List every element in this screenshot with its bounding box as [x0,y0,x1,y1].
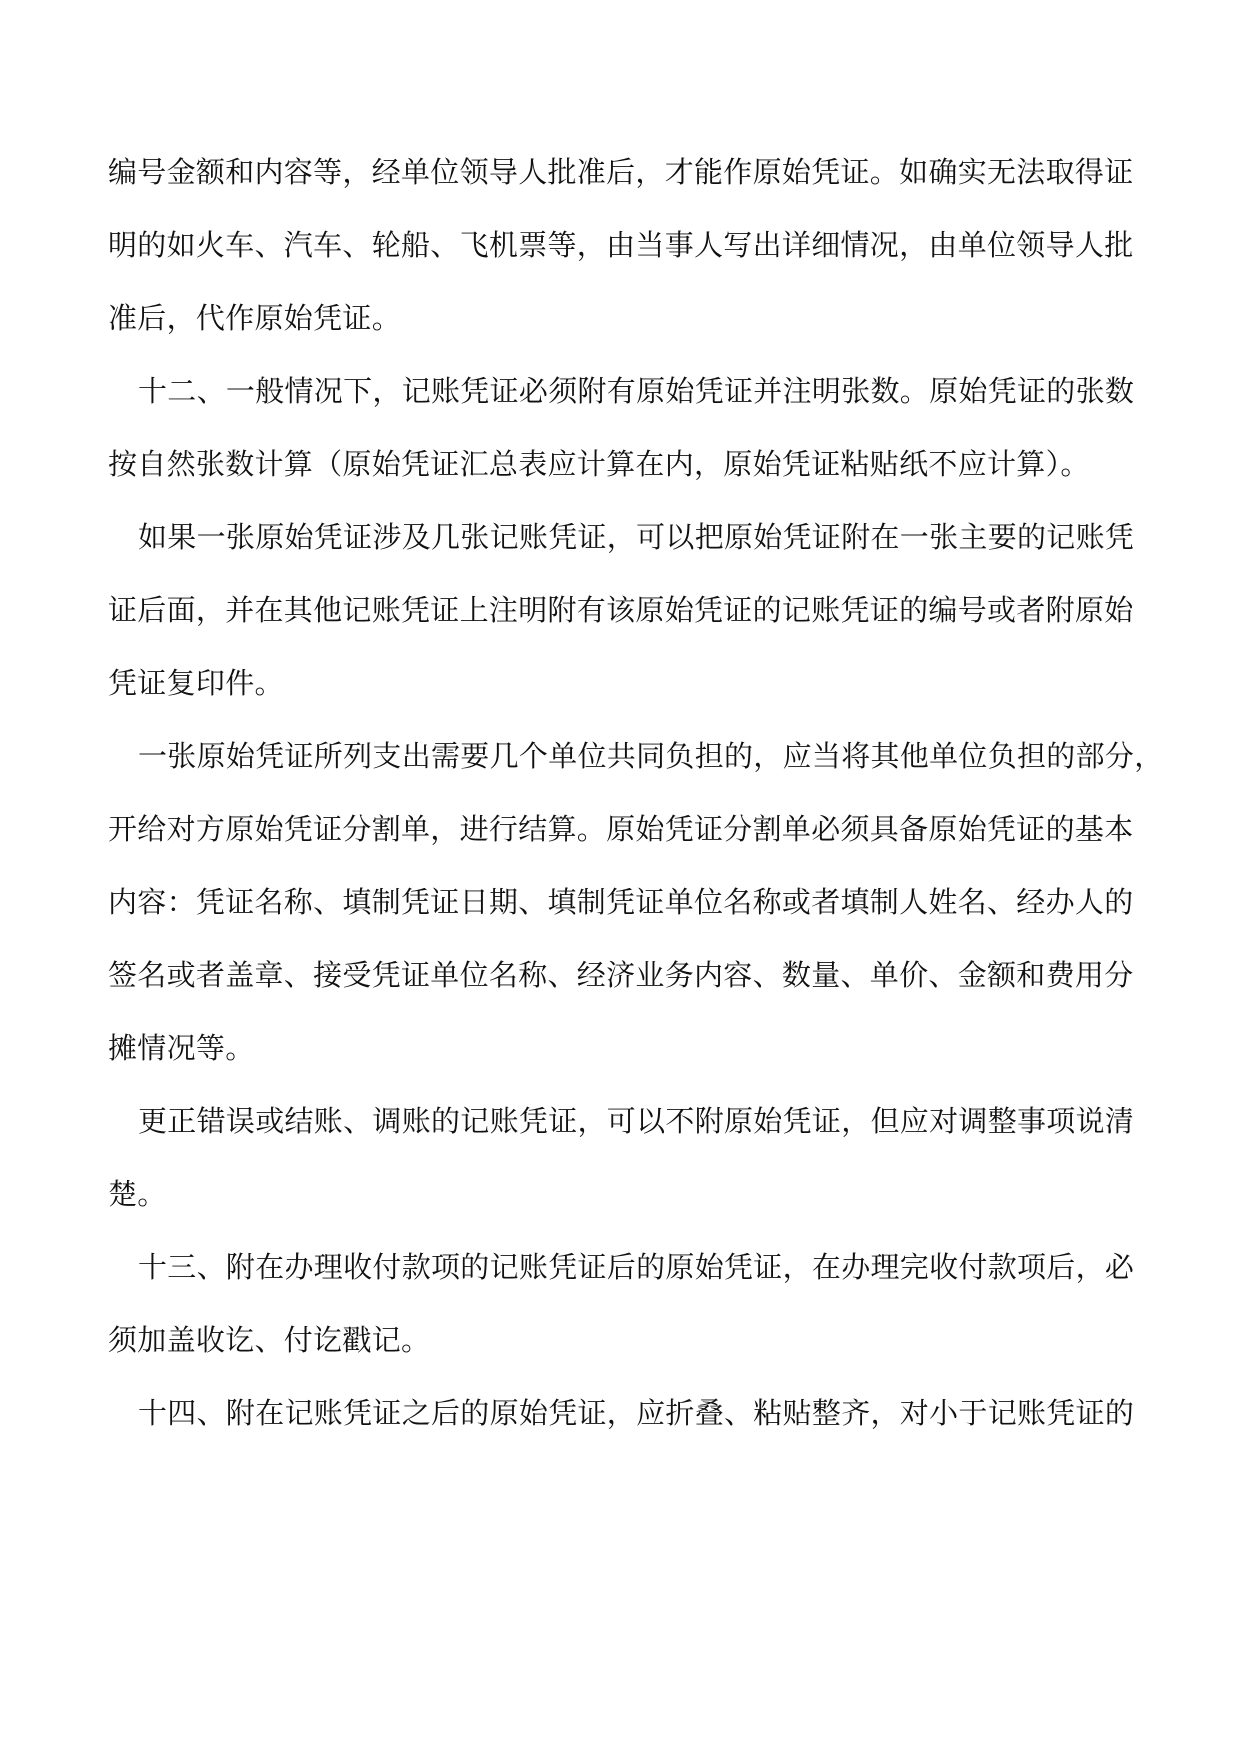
text-line: 按自然张数计算（原始凭证汇总表应计算在内，原始凭证粘贴纸不应计算）。 [108,447,1090,481]
text-line: 证后面，并在其他记账凭证上注明附有该原始凭证的记账凭证的编号或者附原始 [108,593,1134,627]
text-line: 签名或者盖章、接受凭证单位名称、经济业务内容、数量、单价、金额和费用分 [108,958,1134,992]
text-line: 开给对方原始凭证分割单，进行结算。原始凭证分割单必须具备原始凭证的基本 [108,812,1134,846]
text-line: 摊情况等。 [108,1031,255,1065]
paragraph-12-heading-line: 十二、一般情况下，记账凭证必须附有原始凭证并注明张数。原始凭证的张数 [138,374,1135,408]
text-line: 凭证复印件。 [108,666,284,700]
text-line: 编号金额和内容等，经单位领导人批准后，才能作原始凭证。如确实无法取得证 [108,155,1134,189]
paragraph-start-line: 如果一张原始凭证涉及几张记账凭证，可以把原始凭证附在一张主要的记账凭 [138,520,1135,554]
text-line: 准后，代作原始凭证。 [108,301,402,335]
text-line: 明的如火车、汽车、轮船、飞机票等，由当事人写出详细情况，由单位领导人批 [108,228,1134,262]
text-line: 须加盖收讫、付讫戳记。 [108,1323,431,1357]
text-line: 内容：凭证名称、填制凭证日期、填制凭证单位名称或者填制人姓名、经办人的 [108,885,1134,919]
text-line: 楚。 [108,1177,167,1211]
paragraph-13-heading-line: 十三、附在办理收付款项的记账凭证后的原始凭证，在办理完收付款项后，必 [138,1250,1135,1284]
paragraph-start-line: 一张原始凭证所列支出需要几个单位共同负担的，应当将其他单位负担的部分， [138,739,1164,773]
paragraph-14-heading-line: 十四、附在记账凭证之后的原始凭证，应折叠、粘贴整齐，对小于记账凭证的 [138,1396,1135,1430]
paragraph-start-line: 更正错误或结账、调账的记账凭证，可以不附原始凭证，但应对调整事项说清 [138,1104,1135,1138]
